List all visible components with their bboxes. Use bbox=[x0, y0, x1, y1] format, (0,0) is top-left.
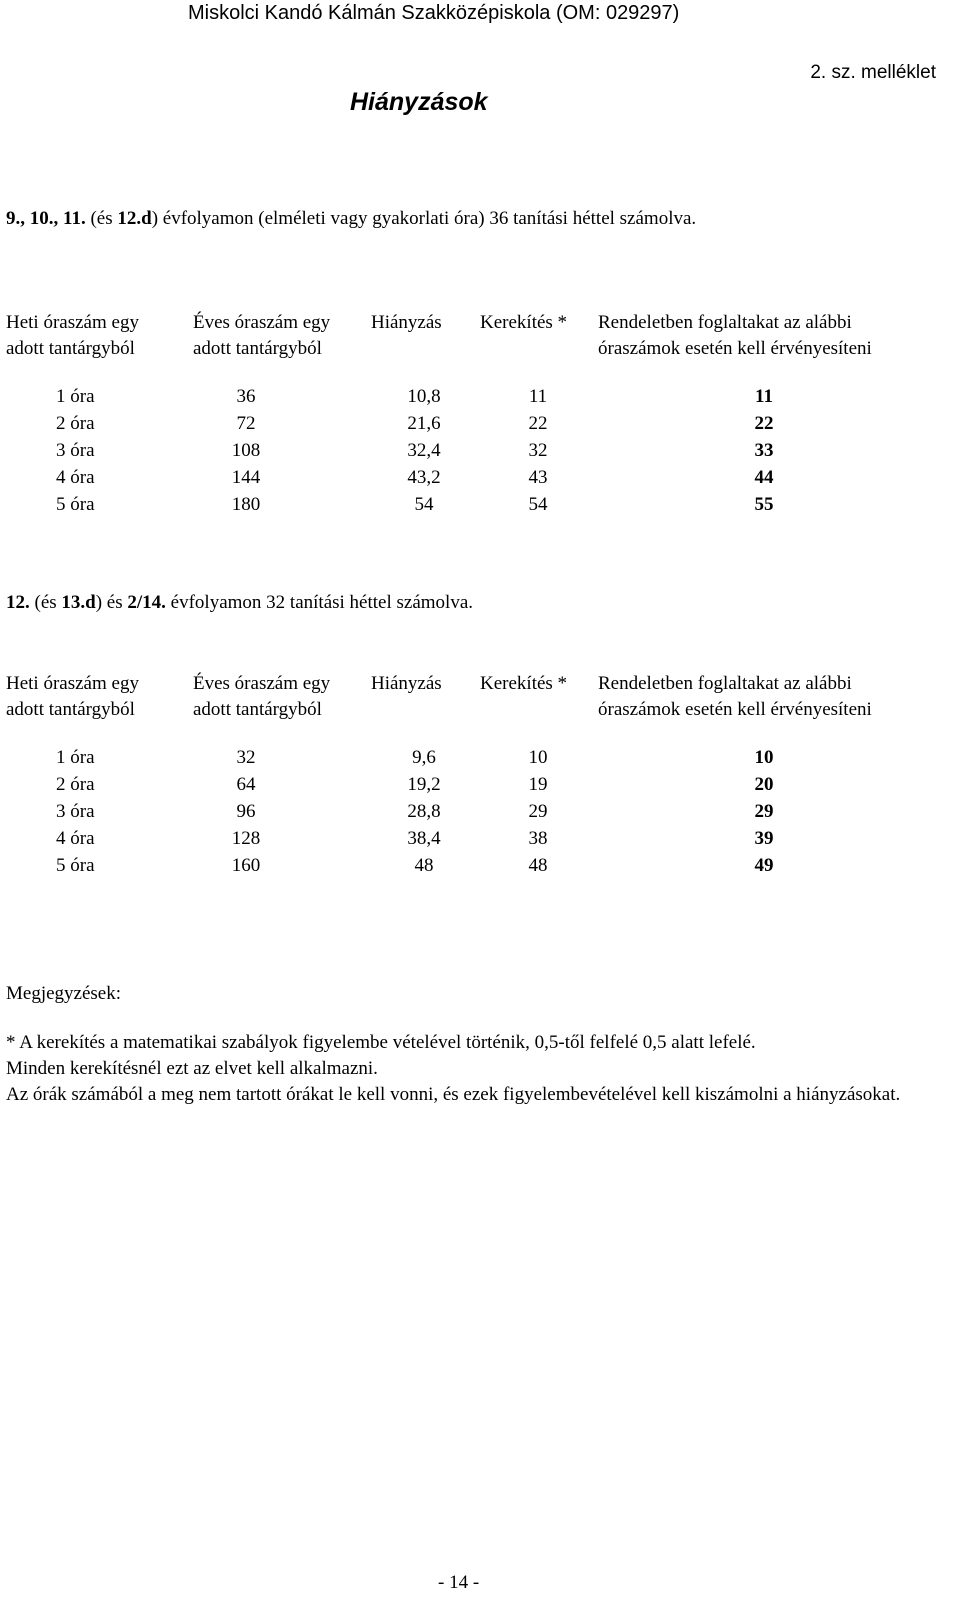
cell-weekly: 4 óra bbox=[56, 828, 95, 849]
table-row bbox=[6, 386, 954, 413]
cell-regulation: 33 bbox=[754, 440, 774, 461]
cell-yearly: 180 bbox=[231, 494, 261, 515]
intro-text: ) és bbox=[95, 592, 128, 613]
note-line: Minden kerekítésnél ezt az elvet kell alkalmazni. bbox=[6, 1058, 378, 1079]
header-line: adott tantárgyból bbox=[6, 338, 135, 359]
table-row bbox=[6, 747, 954, 774]
intro-bold: 2/14. bbox=[127, 592, 166, 613]
column-header-rounding bbox=[480, 310, 567, 336]
column-header-yearly-hours bbox=[193, 310, 330, 362]
intro-text: (és bbox=[29, 592, 62, 613]
intro-bold: 13.d bbox=[61, 592, 96, 613]
cell-absence: 43,2 bbox=[407, 467, 441, 488]
page-number: - 14 - bbox=[438, 1572, 480, 1593]
cell-rounding: 38 bbox=[528, 828, 548, 849]
table-row bbox=[6, 774, 954, 801]
intro-bold: 9., 10., 11. bbox=[6, 208, 86, 229]
cell-rounding: 29 bbox=[528, 801, 548, 822]
cell-regulation: 29 bbox=[754, 801, 774, 822]
cell-absence: 10,8 bbox=[407, 386, 441, 407]
cell-yearly: 64 bbox=[236, 774, 256, 795]
header-line: Rendeletben foglaltakat az alábbi bbox=[598, 312, 852, 333]
cell-rounding: 19 bbox=[528, 774, 548, 795]
header-line: Rendeletben foglaltakat az alábbi bbox=[598, 673, 852, 694]
header-line: Heti óraszám egy bbox=[6, 673, 139, 694]
header-line: Éves óraszám egy bbox=[193, 312, 331, 333]
cell-absence: 48 bbox=[414, 855, 434, 876]
column-header-rounding bbox=[480, 671, 567, 697]
column-header-regulation bbox=[598, 310, 872, 362]
table-row bbox=[6, 440, 954, 467]
table-row bbox=[6, 801, 954, 828]
cell-regulation: 49 bbox=[754, 855, 774, 876]
note-line: Az órák számából a meg nem tartott órákat le kell vonni, és ezek figyelembevételével kell kiszámolni a hiányzásokat. bbox=[6, 1084, 901, 1105]
header-line: Éves óraszám egy bbox=[193, 673, 331, 694]
cell-regulation: 22 bbox=[754, 413, 774, 434]
section2-intro bbox=[6, 592, 473, 614]
cell-weekly: 4 óra bbox=[56, 467, 95, 488]
cell-weekly: 1 óra bbox=[56, 386, 95, 407]
header-line: Hiányzás bbox=[371, 673, 442, 694]
intro-bold: 12.d bbox=[117, 208, 152, 229]
cell-absence: 9,6 bbox=[412, 747, 436, 768]
column-header-weekly-hours bbox=[6, 671, 139, 723]
header-line: Kerekítés * bbox=[480, 673, 568, 694]
table-row bbox=[6, 828, 954, 855]
cell-yearly: 128 bbox=[231, 828, 261, 849]
header-line: adott tantárgyból bbox=[193, 699, 322, 720]
header-line: Kerekítés * bbox=[480, 312, 568, 333]
cell-yearly: 36 bbox=[236, 386, 256, 407]
column-header-weekly-hours bbox=[6, 310, 139, 362]
annex-label: 2. sz. melléklet bbox=[810, 62, 936, 83]
cell-absence: 19,2 bbox=[407, 774, 441, 795]
intro-text: évfolyamon 32 tanítási héttel számolva. bbox=[165, 592, 474, 613]
cell-absence: 38,4 bbox=[407, 828, 441, 849]
cell-regulation: 10 bbox=[754, 747, 774, 768]
cell-rounding: 54 bbox=[528, 494, 548, 515]
intro-text: ) évfolyamon (elméleti vagy gyakorlati óra) 36 tanítási héttel számolva. bbox=[151, 208, 697, 229]
cell-absence: 21,6 bbox=[407, 413, 441, 434]
cell-rounding: 11 bbox=[528, 386, 548, 407]
cell-yearly: 32 bbox=[236, 747, 256, 768]
cell-weekly: 5 óra bbox=[56, 494, 95, 515]
cell-yearly: 144 bbox=[231, 467, 261, 488]
header-line: Heti óraszám egy bbox=[6, 312, 139, 333]
header-line: óraszámok esetén kell érvényesíteni bbox=[598, 699, 872, 720]
cell-regulation: 20 bbox=[754, 774, 774, 795]
cell-yearly: 96 bbox=[236, 801, 256, 822]
notes-title: Megjegyzések: bbox=[6, 983, 122, 1004]
column-header-regulation bbox=[598, 671, 872, 723]
header-line: adott tantárgyból bbox=[193, 338, 322, 359]
cell-weekly: 1 óra bbox=[56, 747, 95, 768]
cell-rounding: 10 bbox=[528, 747, 548, 768]
cell-regulation: 44 bbox=[754, 467, 774, 488]
cell-regulation: 39 bbox=[754, 828, 774, 849]
cell-weekly: 2 óra bbox=[56, 413, 95, 434]
header-line: adott tantárgyból bbox=[6, 699, 135, 720]
cell-rounding: 48 bbox=[528, 855, 548, 876]
table-row bbox=[6, 855, 954, 882]
notes-body bbox=[6, 1030, 932, 1108]
school-header: Miskolci Kandó Kálmán Szakközépiskola (OM: 029297) bbox=[188, 2, 680, 24]
cell-regulation: 55 bbox=[754, 494, 774, 515]
cell-yearly: 72 bbox=[236, 413, 256, 434]
intro-text: (és bbox=[85, 208, 118, 229]
intro-bold: 12. bbox=[6, 592, 30, 613]
cell-absence: 54 bbox=[414, 494, 434, 515]
cell-weekly: 3 óra bbox=[56, 801, 95, 822]
cell-weekly: 3 óra bbox=[56, 440, 95, 461]
table-row bbox=[6, 467, 954, 494]
cell-regulation: 11 bbox=[755, 386, 773, 407]
section1-intro bbox=[6, 208, 696, 230]
cell-weekly: 5 óra bbox=[56, 855, 95, 876]
column-header-absence bbox=[371, 671, 442, 697]
cell-rounding: 32 bbox=[528, 440, 548, 461]
table-row bbox=[6, 413, 954, 440]
header-line: óraszámok esetén kell érvényesíteni bbox=[598, 338, 872, 359]
cell-yearly: 160 bbox=[231, 855, 261, 876]
page-title: Hiányzások bbox=[350, 88, 488, 116]
column-header-yearly-hours bbox=[193, 671, 330, 723]
cell-yearly: 108 bbox=[231, 440, 261, 461]
column-header-absence bbox=[371, 310, 442, 336]
table-row bbox=[6, 494, 954, 521]
cell-absence: 28,8 bbox=[407, 801, 441, 822]
cell-weekly: 2 óra bbox=[56, 774, 95, 795]
cell-rounding: 22 bbox=[528, 413, 548, 434]
cell-rounding: 43 bbox=[528, 467, 548, 488]
note-line: * A kerekítés a matematikai szabályok figyelembe vételével történik, 0,5-től felfelé 0,5 alatt lefelé. bbox=[6, 1032, 756, 1053]
header-line: Hiányzás bbox=[371, 312, 442, 333]
cell-absence: 32,4 bbox=[407, 440, 441, 461]
